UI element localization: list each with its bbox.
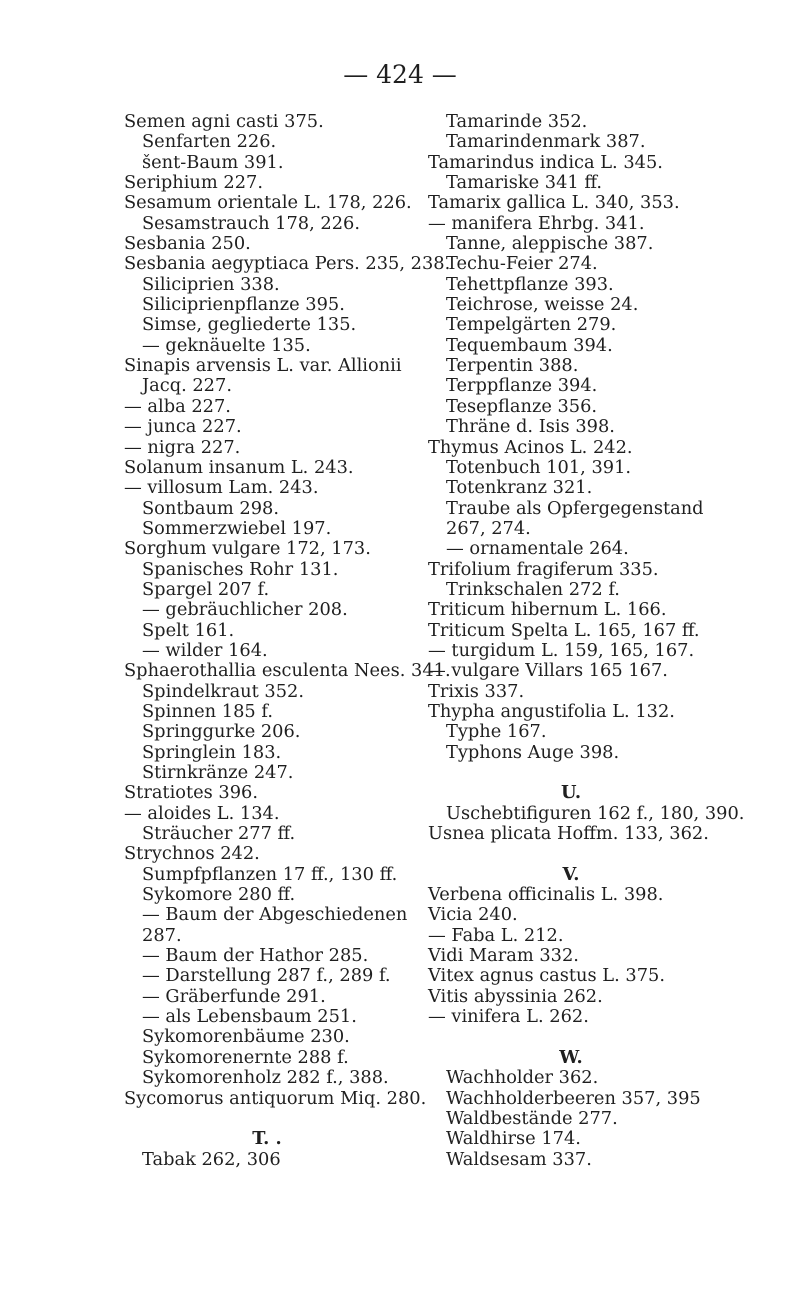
index-entry: Sontbaum 298. — [142, 497, 280, 519]
index-entry: Tempelgärten 279. — [446, 314, 617, 336]
index-entry: Jacq. 227. — [142, 375, 232, 397]
index-entry: — geknäuelte 135. — [142, 334, 311, 356]
index-entry: Tequembaum 394. — [446, 334, 613, 356]
index-entry: Triticum hibernum L. 166. — [428, 599, 667, 621]
index-entry: — ornamentale 264. — [446, 538, 629, 560]
index-entry: Spinnen 185 f. — [142, 700, 273, 722]
section-gap — [428, 1027, 800, 1047]
index-entry: Trixis 337. — [428, 680, 525, 702]
index-entry: Thypha angustifolia L. 132. — [428, 700, 675, 722]
index-entry: Vidi Maram 332. — [428, 945, 579, 967]
index-entry: — gebräuchlicher 208. — [142, 599, 348, 621]
index-entry: Semen agni casti 375. — [124, 111, 324, 132]
index-entry: Terppflanze 394. — [446, 375, 598, 397]
index-entry: 267, 274. — [446, 517, 531, 539]
index-entry: Siliciprienpflanze 395. — [142, 294, 345, 316]
index-entry: Tamarindus indica L. 345. — [428, 151, 663, 173]
index-entry: Sumpfpflanzen 17 ff., 130 ff. — [142, 863, 398, 885]
index-entry: Sesbania aegyptiaca Pers. 235, 238. — [124, 253, 451, 275]
index-entry: Triticum Spelta L. 165, 167 ff. — [428, 619, 700, 641]
index-entry: Tamarix gallica L. 340, 353. — [428, 192, 680, 214]
index-entry: Stratiotes 396. — [124, 782, 259, 804]
index-entry: — vinifera L. 262. — [428, 1006, 589, 1028]
section-gap — [428, 844, 800, 864]
index-entry: — vulgare Villars 165 167. — [428, 660, 668, 682]
index-entry: 287. — [142, 924, 182, 946]
index-entry: Waldhirse 174. — [446, 1128, 581, 1150]
index-entry: Springgurke 206. — [142, 721, 301, 743]
index-entry: Thräne d. Isis 398. — [446, 416, 615, 438]
index-entry: Tamariske 341 ff. — [446, 172, 603, 194]
index-entry: Sykomorenernte 288 f. — [142, 1046, 349, 1068]
section-letter: V. — [562, 863, 580, 885]
section-gap — [428, 763, 800, 783]
index-entry: Sorghum vulgare 172, 173. — [124, 538, 371, 560]
index-entry: Seriphium 227. — [124, 172, 263, 194]
index-entry: — Darstellung 287 f., 289 f. — [142, 965, 391, 987]
index-entry: Thymus Acinos L. 242. — [428, 436, 633, 458]
index-entry: Wachholder 362. — [446, 1067, 599, 1089]
index-entry: — manifera Ehrbg. 341. — [428, 212, 645, 234]
index-entry: Springlein 183. — [142, 741, 282, 763]
index-entry: Solanum insanum L. 243. — [124, 456, 354, 478]
index-entry: Usnea plicata Hoffm. 133, 362. — [428, 823, 709, 845]
index-entry: — Faba L. 212. — [428, 924, 564, 946]
index-entry: Spargel 207 f. — [142, 578, 270, 600]
index-entry: Terpentin 388. — [446, 355, 579, 377]
index-entry: — als Lebensbaum 251. — [142, 1006, 357, 1028]
index-entry: — junca 227. — [124, 416, 242, 438]
index-entry: Uschebtifiguren 162 f., 180, 390. — [446, 802, 745, 824]
index-entry: Vitex agnus castus L. 375. — [428, 965, 665, 987]
index-entry: Totenkranz 321. — [446, 477, 593, 499]
index-entry: Stirnkränze 247. — [142, 762, 294, 783]
index-entry: Spelt 161. — [142, 619, 235, 641]
index-entry: Tanne, aleppische 387. — [446, 233, 654, 255]
index-entry: — aloides L. 134. — [124, 802, 280, 824]
page-number: — 424 — — [343, 60, 457, 89]
index-entry: šent-Baum 391. — [142, 151, 284, 173]
index-entry: Spanisches Rohr 131. — [142, 558, 339, 580]
index-entry: Sykomore 280 ff. — [142, 884, 296, 906]
index-entry: — wilder 164. — [142, 639, 268, 661]
index-entry: Wachholderbeeren 357, 395 — [446, 1087, 701, 1109]
index-entry: — nigra 227. — [124, 436, 241, 458]
index-entry: Simse, gegliederte 135. — [142, 314, 357, 336]
index-entry: Sesbania 250. — [124, 233, 251, 255]
index-entry: Waldsesam 337. — [446, 1148, 592, 1170]
section-letter: W. — [559, 1046, 583, 1068]
index-entry: Typhe 167. — [446, 721, 547, 743]
index-entry: Vicia 240. — [428, 904, 518, 926]
section-letter: U. — [560, 782, 582, 804]
index-entry: Techu-Feier 274. — [446, 253, 598, 275]
section-letter: T. . — [252, 1128, 282, 1150]
index-entry: Sykomorenbäume 230. — [142, 1026, 350, 1048]
index-entry: — Baum der Abgeschiedenen — [142, 904, 408, 926]
index-entry: Totenbuch 101, 391. — [446, 456, 632, 478]
index-entry: Sesamum orientale L. 178, 226. — [124, 192, 412, 214]
index-entry: Sphaerothallia esculenta Nees. 341. — [124, 660, 451, 682]
index-entry: Tesepflanze 356. — [446, 395, 598, 417]
index-entry: Tamarindenmark 387. — [446, 131, 646, 153]
index-entry: Sycomorus antiquorum Miq. 280. — [124, 1087, 427, 1109]
index-entry: Sinapis arvensis L. var. Allionii — [124, 355, 402, 377]
index-entry: Traube als Opfergegenstand — [446, 497, 704, 519]
index-entry: Typhons Auge 398. — [446, 741, 620, 763]
index-entry: Sträucher 277 ff. — [142, 823, 296, 845]
index-entry: Verbena officinalis L. 398. — [428, 884, 664, 906]
index-entry: Tehettpflanze 393. — [446, 273, 614, 295]
index-entry: Sykomorenholz 282 f., 388. — [142, 1067, 389, 1089]
index-entry: Tabak 262, 306 — [142, 1148, 281, 1170]
index-entry: Senfarten 226. — [142, 131, 277, 153]
index-entry: Siliciprien 338. — [142, 273, 280, 295]
index-entry: Tamarinde 352. — [446, 111, 588, 132]
index-entry: — villosum Lam. 243. — [124, 477, 319, 499]
index-entry: Trifolium fragiferum 335. — [428, 558, 659, 580]
index-entry: Sommerzwiebel 197. — [142, 517, 332, 539]
index-entry: Spindelkraut 352. — [142, 680, 305, 702]
index-entry: — turgidum L. 159, 165, 167. — [428, 639, 695, 661]
index-entry: Vitis abyssinia 262. — [428, 985, 603, 1007]
index-entry: Strychnos 242. — [124, 843, 260, 865]
index-entry: Waldbestände 277. — [446, 1107, 618, 1129]
index-entry: Teichrose, weisse 24. — [446, 294, 639, 316]
index-entry: — alba 227. — [124, 395, 231, 417]
index-entry: — Gräberfunde 291. — [142, 985, 326, 1007]
index-column-right — [428, 112, 800, 1170]
index-entry: — Baum der Hathor 285. — [142, 945, 369, 967]
index-entry: Trinkschalen 272 f. — [446, 578, 620, 600]
index-entry: Sesamstrauch 178, 226. — [142, 212, 361, 234]
